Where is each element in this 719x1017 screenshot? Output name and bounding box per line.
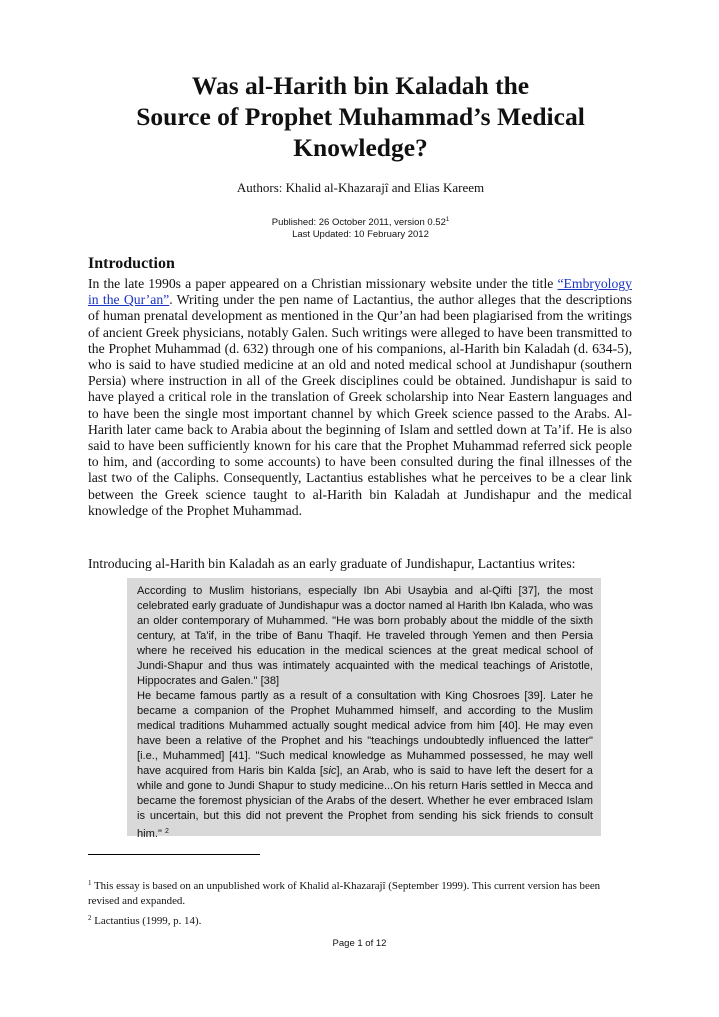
footnote-1-text: This essay is based on an unpublished work of Khalid al-Khazarajî (September 1999). This current version has been revised and expanded.	[88, 880, 601, 907]
authors-line: Authors: Khalid al-Khazarajî and Elias Kareem	[236, 180, 485, 195]
intro-p1-text-end: . Writing under the pen name of Lactantius, the author alleges that the descriptions of human prenatal development as mentioned in the Qur’an had been plagiarised from the writings of ancient Greek physicians, notably Galen. Such writings were alleged to have been transmitted to the Prophet Muhammad (d. 632) through one of his companions, al-Harith bin Kaladah (d. 634-5), who is said to have studied medicine at an old and noted medical school at Jundishapur (southern Persia) where instruction in all of the Greek disciplines could be obtained. Jundishapur is said to have played a critical role in the translation of Greek scholarship into Near Eastern languages and to have been the single most important channel by which Greek science passed to the Arabs. Al-Harith later came back to Arabia about the beginning of Islam and settled down at Ta’if. He is also said to have been sufficiently known for his care that the Prophet Muhammad referred sick people to him, and (according to some accounts) to have been consulted during the final illnesses of the last two of the Caliphs. Consequently, Lactantius establishes what he perceives to be a clear link between the Greek science taught to al-Harith bin Kaladah at Jundishapur and the medical knowledge of the Prophet Muhammad.	[88, 292, 632, 518]
published-date: Published: 26 October 2011, version 0.52	[271, 217, 446, 228]
quote-paragraph-2	[137, 689, 593, 842]
quote-p2-text-end: ], an Arab, who is said to have left the desert for a while and gone to Jundi Shapur to study medicine...On his return Haris settled in Mecca and became the foremost physician of the Arabs of the desert. Whether he ever embraced Islam is uncertain, but this did not prevent the Prophet from sending his sick friends to consult him."	[137, 765, 593, 840]
last-updated-date: Last Updated: 10 February 2012	[292, 229, 429, 240]
document-title	[88, 70, 633, 163]
quote-p2-text-start: He became famous partly as a result of a consultation with King Chosroes [39]. Later he became a companion of the Prophet Muhammed himself, and according to the Muslim medical traditions Muhammed actually sought medical advice from him [40]. He may even have been a relative of the Prophet and his "teachings undoubtedly influenced the latter" [i.e., Muhammed] [41]. "Such medical knowledge as Muhammed possessed, he may well have acquired from Haris bin Kalda [	[137, 690, 593, 777]
title-line-2: Source of Prophet Muhammad’s Medical	[136, 102, 585, 131]
footnote-2-text: Lactantius (1999, p. 14).	[91, 915, 202, 927]
sic-marker: sic	[322, 765, 337, 777]
embryology-link[interactable]: “Embryology in the Qur’an”	[88, 276, 632, 308]
footnote-ref-2[interactable]: 2	[164, 828, 169, 835]
intro-paragraph-1	[88, 276, 632, 519]
title-line-3: Knowledge?	[293, 133, 428, 162]
footnote-2-number: 2	[88, 914, 92, 922]
footnote-ref-1[interactable]: 1	[445, 217, 450, 223]
page-number: Page 1 of 12	[332, 938, 387, 949]
section-heading-introduction: Introduction	[88, 255, 175, 272]
block-quote	[127, 578, 601, 840]
intro-paragraph-2: Introducing al-Harith bin Kaladah as an early graduate of Jundishapur, Lactantius writes:	[88, 556, 576, 571]
footnote-2	[88, 911, 633, 929]
quote-paragraph-1: According to Muslim historians, especially Ibn Abi Usaybia and al-Qifti [37], the most celebrated early graduate of Jundishapur was a doctor named al Harith Ibn Kalada, who was an older contemporary of Muhammed. "He was born probably about the middle of the sixth century, at Ta'if, in the tribe of Banu Thaqif. He traveled through Yemen and then Persia where he received his education in the medical sciences at the great medical school of Jundi-Shapur and thus was intimately acquainted with the medical teachings of Aristotle, Hippocrates and Galen." [38]	[137, 585, 593, 687]
title-line-1: Was al-Harith bin Kaladah the	[191, 71, 530, 100]
footnote-1	[88, 876, 633, 909]
footnote-separator	[88, 854, 260, 855]
footnote-1-number: 1	[88, 879, 92, 887]
publication-info	[88, 214, 633, 241]
intro-p1-text-start: In the late 1990s a paper appeared on a Christian missionary website under the title	[88, 276, 558, 291]
